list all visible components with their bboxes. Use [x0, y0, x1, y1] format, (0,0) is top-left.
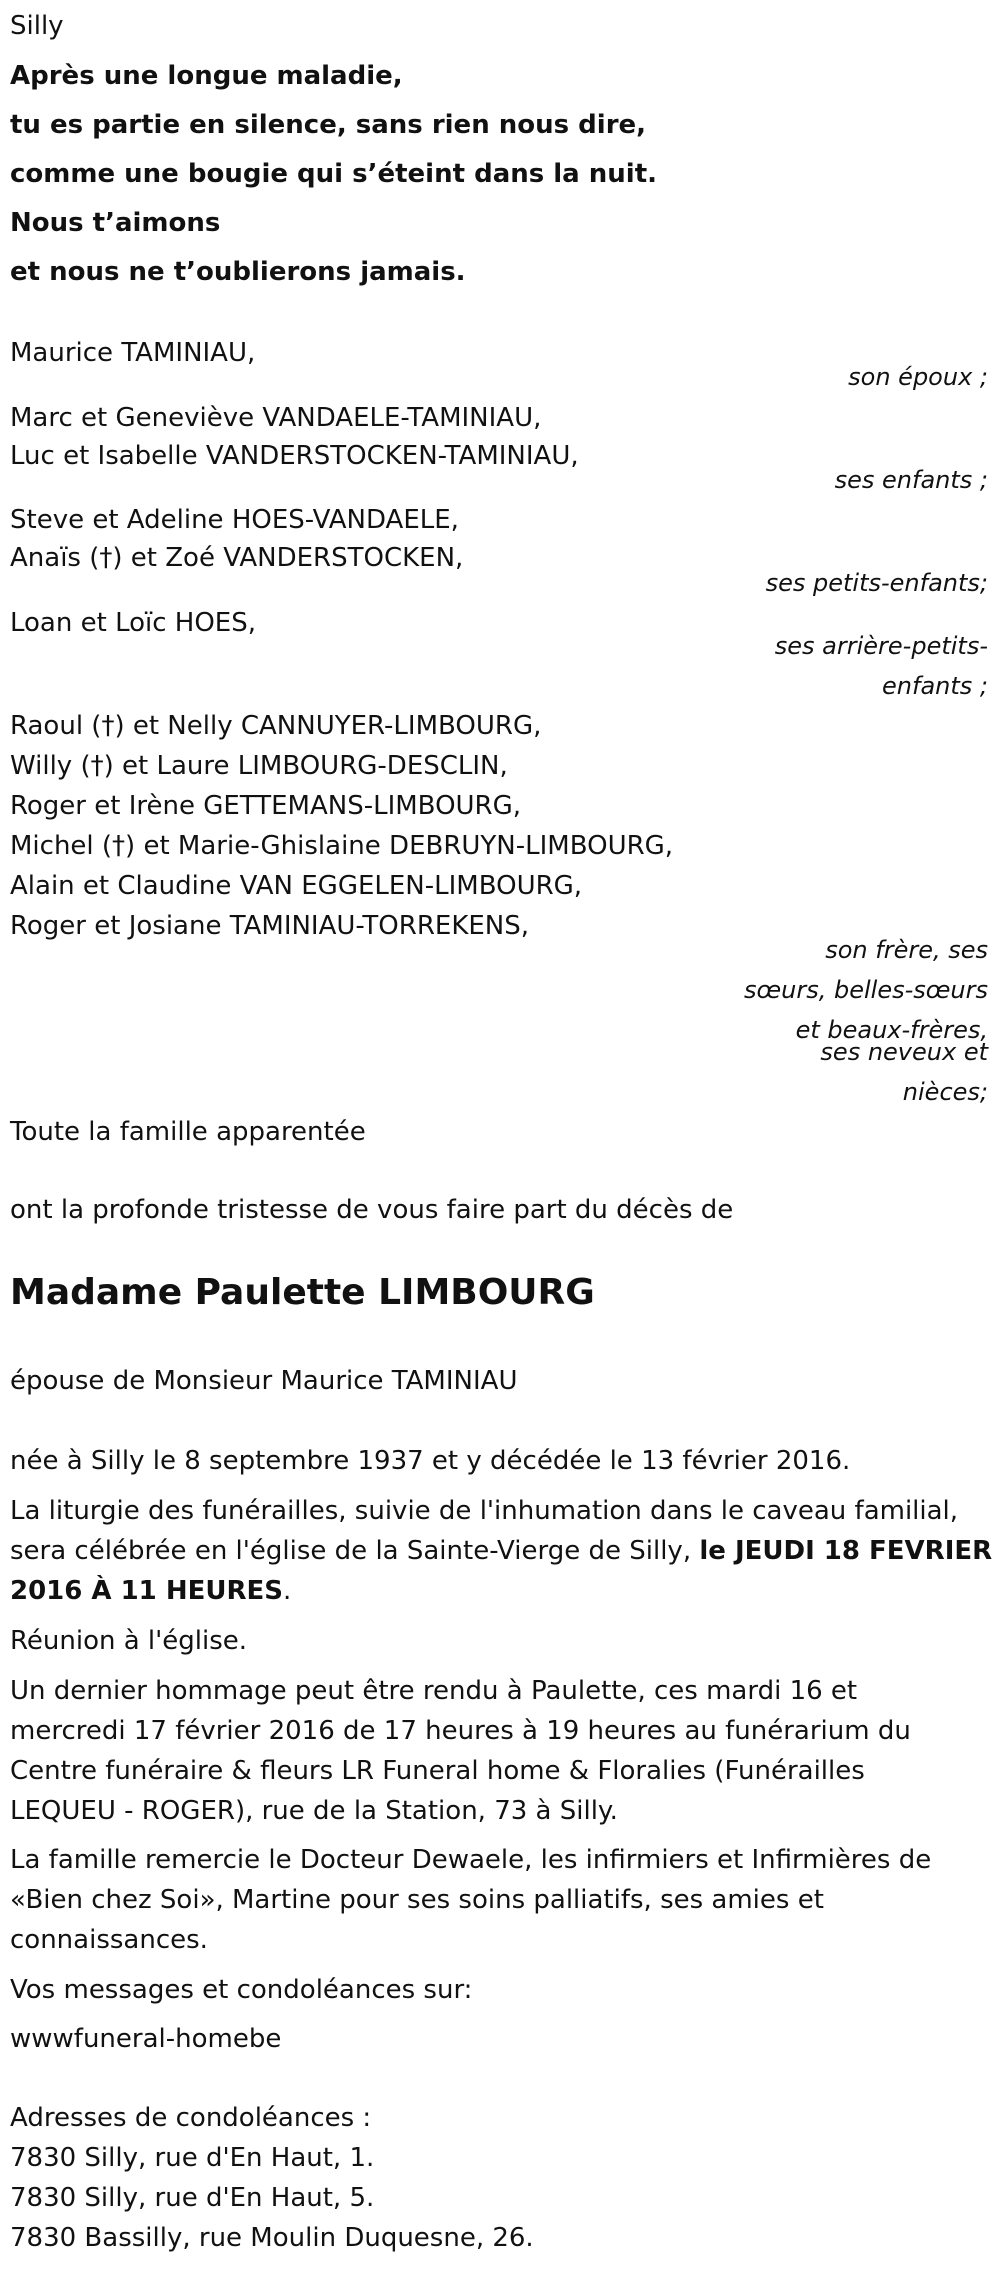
address-item: 7830 Bassilly, rue Moulin Duquesne, 26.: [10, 2223, 534, 2253]
address-item: 7830 Silly, rue d'En Haut, 1.: [10, 2143, 375, 2173]
announcement: ont la profonde tristesse de vous faire part du décès de: [10, 1195, 734, 1225]
thanks-line: La famille remercie le Docteur Dewaele, les infirmiers et Infirmières de: [10, 1845, 932, 1875]
tribute-line: Un dernier hommage peut être rendu à Paulette, ces mardi 16 et: [10, 1676, 858, 1706]
poem-line-1: Après une longue maladie,: [10, 61, 403, 91]
deceased-name: Madame Paulette LIMBOURG: [10, 1272, 595, 1313]
sibling-name: Michel (†) et Marie-Ghislaine DEBRUYN-LIMBOURG,: [10, 831, 674, 861]
grandchildren-role: ses petits-enfants;: [765, 569, 988, 597]
grandchild-name: Steve et Adeline HOES-VANDAELE,: [10, 505, 459, 535]
liturgy-period: .: [282, 1576, 292, 1606]
great-grandchildren-role-line-2: enfants ;: [882, 672, 988, 700]
child-name: Luc et Isabelle VANDERSTOCKEN-TAMINIAU,: [10, 441, 579, 471]
sibling-name: Alain et Claudine VAN EGGELEN-LIMBOURG,: [10, 871, 583, 901]
liturgy-text: sera célébrée en l'église de la Sainte-Vierge de Silly,: [10, 1536, 700, 1566]
spouse-name: Maurice TAMINIAU,: [10, 338, 256, 368]
poem-line-5: et nous ne t’oublierons jamais.: [10, 257, 466, 287]
liturgy-line-3: [10, 1571, 291, 1611]
siblings-role-line-2: sœurs, belles-sœurs: [743, 976, 988, 1004]
addresses-label: Adresses de condoléances :: [10, 2103, 372, 2133]
place-name: Silly: [10, 11, 64, 41]
tribute-line: Centre funéraire & fleurs LR Funeral home & Floralies (Funérailles: [10, 1756, 865, 1786]
sibling-name: Roger et Josiane TAMINIAU-TORREKENS,: [10, 911, 530, 941]
siblings-role-line-5: nièces;: [902, 1078, 988, 1106]
siblings-role-line-3: et beaux-frères,: [795, 1016, 988, 1044]
thanks-line: connaissances.: [10, 1925, 208, 1955]
spouse-line: épouse de Monsieur Maurice TAMINIAU: [10, 1366, 518, 1396]
sibling-name: Willy (†) et Laure LIMBOURG-DESCLIN,: [10, 751, 508, 781]
sibling-name: Raoul (†) et Nelly CANNUYER-LIMBOURG,: [10, 711, 542, 741]
sibling-name: Roger et Irène GETTEMANS-LIMBOURG,: [10, 791, 522, 821]
siblings-role-line-4: ses neveux et: [820, 1038, 988, 1066]
address-item: 7830 Silly, rue d'En Haut, 5.: [10, 2183, 375, 2213]
born-died: née à Silly le 8 septembre 1937 et y décédée le 13 février 2016.: [10, 1446, 851, 1476]
spouse-role: son époux ;: [848, 363, 988, 391]
tribute-line: LEQUEU - ROGER), rue de la Station, 73 à Silly.: [10, 1796, 618, 1826]
funeral-time: 2016 À 11 HEURES: [10, 1576, 283, 1606]
messages-label: Vos messages et condoléances sur:: [10, 1975, 473, 2005]
meeting: Réunion à l'église.: [10, 1626, 248, 1656]
grandchild-name: Anaïs (†) et Zoé VANDERSTOCKEN,: [10, 543, 464, 573]
website-link[interactable]: wwwfuneral-homebe: [10, 2024, 282, 2054]
poem-line-2: tu es partie en silence, sans rien nous dire,: [10, 110, 647, 140]
great-grandchild-name: Loan et Loïc HOES,: [10, 608, 256, 638]
liturgy-line-2: [10, 1531, 992, 1571]
poem-line-4: Nous t’aimons: [10, 208, 221, 238]
poem-line-3: comme une bougie qui s’éteint dans la nuit.: [10, 159, 658, 189]
thanks-line: «Bien chez Soi», Martine pour ses soins palliatifs, ses amies et: [10, 1885, 824, 1915]
children-role: ses enfants ;: [834, 466, 988, 494]
funeral-date: le JEUDI 18 FEVRIER: [699, 1536, 993, 1566]
siblings-role-line-1: son frère, ses: [825, 936, 988, 964]
liturgy-line-1: La liturgie des funérailles, suivie de l'inhumation dans le caveau familial,: [10, 1496, 959, 1526]
child-name: Marc et Geneviève VANDAELE-TAMINIAU,: [10, 403, 542, 433]
tribute-line: mercredi 17 février 2016 de 17 heures à 19 heures au funérarium du: [10, 1716, 911, 1746]
extended-family: Toute la famille apparentée: [10, 1117, 366, 1147]
great-grandchildren-role-line-1: ses arrière-petits-: [774, 632, 988, 660]
